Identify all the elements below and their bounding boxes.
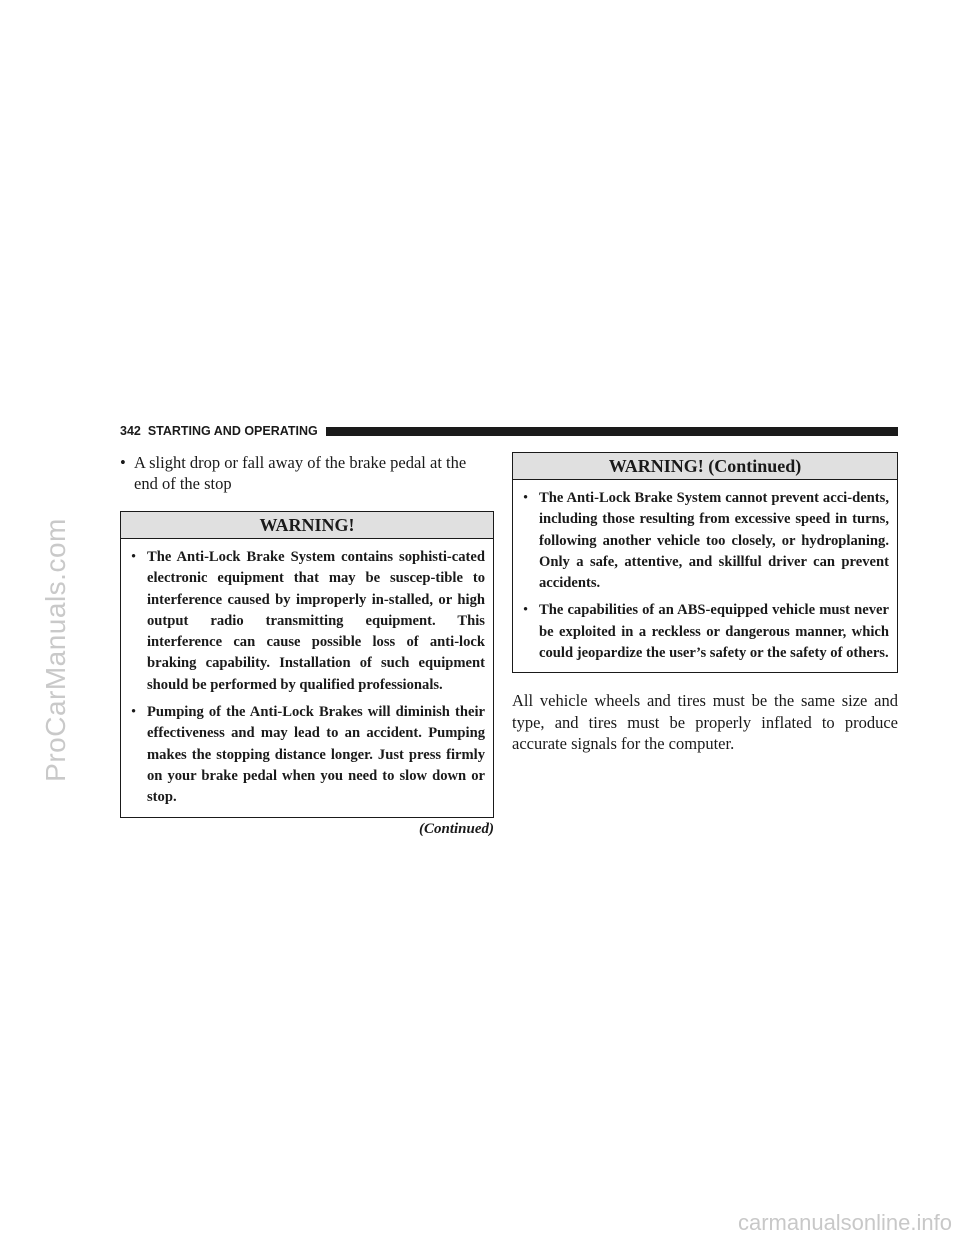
continued-label: (Continued) <box>418 820 494 837</box>
warning-title: WARNING! <box>121 512 493 539</box>
warning-continued-box <box>512 452 898 673</box>
side-watermark: ProCarManuals.com <box>40 518 71 782</box>
header-rule <box>326 427 898 436</box>
warning-bullet <box>523 600 889 664</box>
warning-continued-title: WARNING! (Continued) <box>513 453 897 480</box>
bullet-icon: • <box>131 704 137 721</box>
warning-box <box>120 511 494 818</box>
warning-body <box>121 539 493 817</box>
page-number: 342 <box>120 424 141 438</box>
left-column <box>120 452 494 838</box>
bullet-icon: • <box>523 602 529 619</box>
bottom-watermark: carmanualsonline.info <box>737 1210 952 1235</box>
warning-bullet <box>131 547 485 696</box>
intro-bullet <box>120 452 494 494</box>
bullet-icon: • <box>120 453 126 472</box>
warning-bullet-text: The Anti-Lock Brake System cannot prevent acci-dents, including those resulting from excessive speed in turns, following another vehicle too closely, or hydroplaning. Only a safe, attentive, and skillful driver can prevent accidents. <box>539 490 889 592</box>
warning-bullet <box>131 702 485 808</box>
header-label <box>120 424 326 438</box>
intro-bullet-text: A slight drop or fall away of the brake pedal at the end of the stop <box>134 453 467 493</box>
section-title: STARTING AND OPERATING <box>147 424 318 438</box>
page-header <box>120 423 898 439</box>
warning-bullet-text: The capabilities of an ABS-equipped vehicle must never be exploited in a reckless or dangerous manner, which could jeopardize the user’s safety or the safety of others. <box>539 602 889 662</box>
warning-bullet-text: Pumping of the Anti-Lock Brakes will diminish their effectiveness and may lead to an accident. Pumping makes the stopping distance longer. Just press firmly on your brake pedal when you need to slow down or stop. <box>147 704 485 806</box>
right-column <box>512 452 898 755</box>
body-paragraph: All vehicle wheels and tires must be the same size and type, and tires must be properly inflated to produce accurate signals for the computer. <box>512 691 898 754</box>
bullet-icon: • <box>523 490 529 506</box>
warning-bullet-text: The Anti-Lock Brake System contains sophisti-cated electronic equipment that may be suscep-tible to interference caused by improperly in-stalled, or high output radio transmitting equipment. This interference can cause possible loss of anti-lock braking capability. Installation of such equipment should be performed by qualified professionals. <box>147 549 485 693</box>
warning-continued-body <box>513 480 897 672</box>
warning-bullet <box>523 488 889 594</box>
bullet-icon: • <box>131 549 137 565</box>
